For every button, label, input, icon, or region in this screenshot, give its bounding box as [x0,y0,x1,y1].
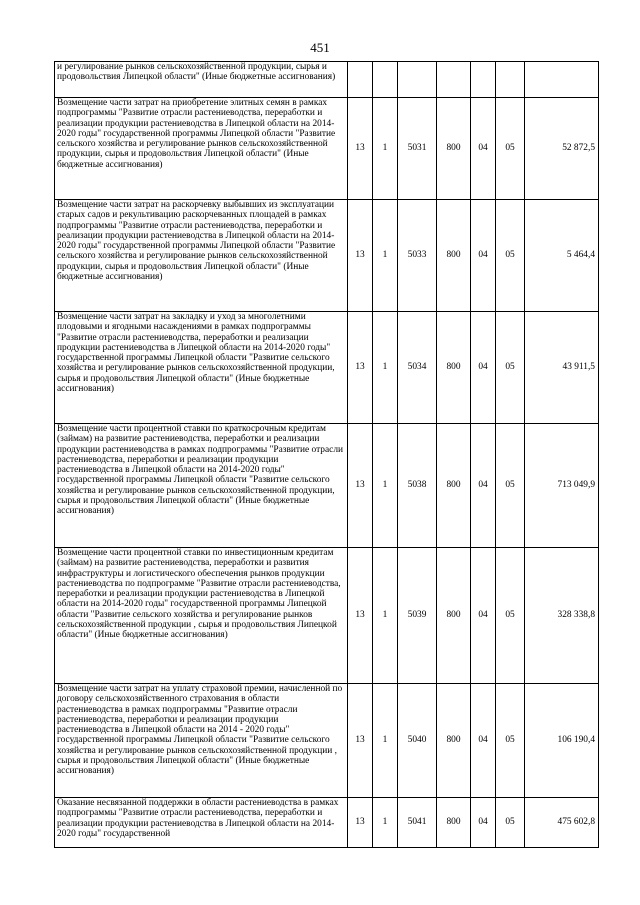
amount-cell: 43 911,5 [525,312,599,424]
code-cell [471,62,496,98]
code-cell: 5039 [398,548,437,684]
code-cell: 1 [373,548,398,684]
code-cell: 04 [471,684,496,798]
page-number: 451 [310,40,330,55]
code-cell: 800 [437,200,471,312]
code-cell: 13 [348,684,373,798]
description-cell: и регулирование рынков сельскохозяйственной продукции, сырья и продовольствия Липецкой области" (Иные бюджетные ассигнования) [55,62,348,98]
code-cell: 04 [471,312,496,424]
amount-cell: 5 464,4 [525,200,599,312]
code-cell: 1 [373,424,398,548]
table-row [55,548,599,684]
code-cell: 800 [437,98,471,200]
table-row [55,798,599,848]
code-cell: 13 [348,424,373,548]
code-cell: 5041 [398,798,437,848]
table-row [55,424,599,548]
code-cell [398,62,437,98]
code-cell: 5033 [398,200,437,312]
code-cell: 13 [348,98,373,200]
code-cell: 1 [373,312,398,424]
code-cell: 05 [496,200,525,312]
budget-table-body [55,62,599,848]
description-cell: Возмещение части процентной ставки по краткосрочным кредитам (займам) на развитие растениеводства, переработки и реализации продукции растениеводства в рамках подпрограммы "Развитие отрасли растениеводства, переработки и реализации продукции растениеводства в Липецкой области на 2014-2020 годы" государственной программы Липецкой области "Развитие сельского хозяйства и регулирование рынков сельскохозяйственной продукции, сырья и продовольствия Липецкой области" (Иные бюджетные ассигнования) [55,424,348,548]
budget-table [54,61,599,848]
description-cell: Оказание несвязанной поддержки в области растениеводства в рамках подпрограммы "Развитие отрасли растениеводства, переработки и реализации продукции растениеводства в Липецкой области на 2014-2020 годы" государственной [55,798,348,848]
code-cell: 1 [373,200,398,312]
table-row [55,684,599,798]
code-cell: 1 [373,684,398,798]
code-cell [373,62,398,98]
description-cell: Возмещение части процентной ставки по инвестиционным кредитам (займам) на развитие растениеводства, переработки и развития инфраструктуры и логистического обеспечения рынков продукции растениеводства по подпрограмме "Развитие отрасли растениеводства, переработки и реализации продукции растениеводства в Липецкой области на 2014-2020 годы" государственной программы Липецкой области "Развитие сельского хозяйства и регулирование рынков сельскохозяйственной продукции , сырья и продовольствия Липецкой области" (Иные бюджетные ассигнования) [55,548,348,684]
code-cell [496,62,525,98]
table-row [55,98,599,200]
code-cell: 13 [348,312,373,424]
code-cell [348,62,373,98]
code-cell: 05 [496,798,525,848]
code-cell: 13 [348,548,373,684]
amount-cell: 475 602,8 [525,798,599,848]
description-cell: Возмещение части затрат на раскорчевку выбывших из эксплуатации старых садов и рекультивацию раскорчеванных площадей в рамках подпрограммы "Развитие отрасли растениеводства, переработки и реализации продукции растениеводства в Липецкой области на 2014-2020 годы" государственной программы Липецкой области "Развитие сельского хозяйства и регулирование рынков сельскохозяйственной продукции, сырья и продовольствия Липецкой области" (Иные бюджетные ассигнования) [55,200,348,312]
code-cell: 5034 [398,312,437,424]
description-cell: Возмещение части затрат на приобретение элитных семян в рамках подпрограммы "Развитие отрасли растениеводства, переработки и реализации продукции растениеводства в Липецкой области на 2014-2020 годы" государственной программы Липецкой области "Развитие сельского хозяйства и регулирование рынков сельскохозяйственной продукции, сырья и продовольствия Липецкой области" (Иные бюджетные ассигнования) [55,98,348,200]
code-cell: 05 [496,684,525,798]
amount-cell: 106 190,4 [525,684,599,798]
amount-cell [525,62,599,98]
code-cell: 800 [437,312,471,424]
code-cell: 5040 [398,684,437,798]
code-cell [437,62,471,98]
code-cell: 5038 [398,424,437,548]
code-cell: 13 [348,200,373,312]
code-cell: 04 [471,200,496,312]
code-cell: 05 [496,98,525,200]
code-cell: 1 [373,798,398,848]
code-cell: 04 [471,798,496,848]
code-cell: 05 [496,312,525,424]
code-cell: 800 [437,424,471,548]
code-cell: 04 [471,548,496,684]
description-cell: Возмещение части затрат на закладку и уход за многолетними плодовыми и ягодными насаждениями в рамках подпрограммы "Развитие отрасли растениеводства, переработки и реализации продукции растениеводства в Липецкой области на 2014-2020 годы" государственной программы Липецкой области "Развитие сельского хозяйства и регулирование рынков сельскохозяйственной продукции, сырья и продовольствия Липецкой области" (Иные бюджетные ассигнования) [55,312,348,424]
code-cell: 1 [373,98,398,200]
code-cell: 800 [437,548,471,684]
amount-cell: 52 872,5 [525,98,599,200]
code-cell: 04 [471,424,496,548]
code-cell: 800 [437,798,471,848]
table-row [55,312,599,424]
table-row [55,62,599,98]
description-cell: Возмещение части затрат на уплату страховой премии, начисленной по договору сельскохозяйственного страхования в области растениеводства в рамках подпрограммы "Развитие отрасли растениеводства, переработки и реализации продукции растениеводства в Липецкой области на 2014 - 2020 годы" государственной программы Липецкой области "Развитие сельского хозяйства и регулирование рынков сельскохозяйственной продукции , сырья и продовольствия Липецкой области" (Иные бюджетные ассигнования) [55,684,348,798]
table-row [55,200,599,312]
code-cell: 13 [348,798,373,848]
code-cell: 04 [471,98,496,200]
code-cell: 05 [496,548,525,684]
code-cell: 5031 [398,98,437,200]
amount-cell: 713 049,9 [525,424,599,548]
code-cell: 800 [437,684,471,798]
code-cell: 05 [496,424,525,548]
amount-cell: 328 338,8 [525,548,599,684]
